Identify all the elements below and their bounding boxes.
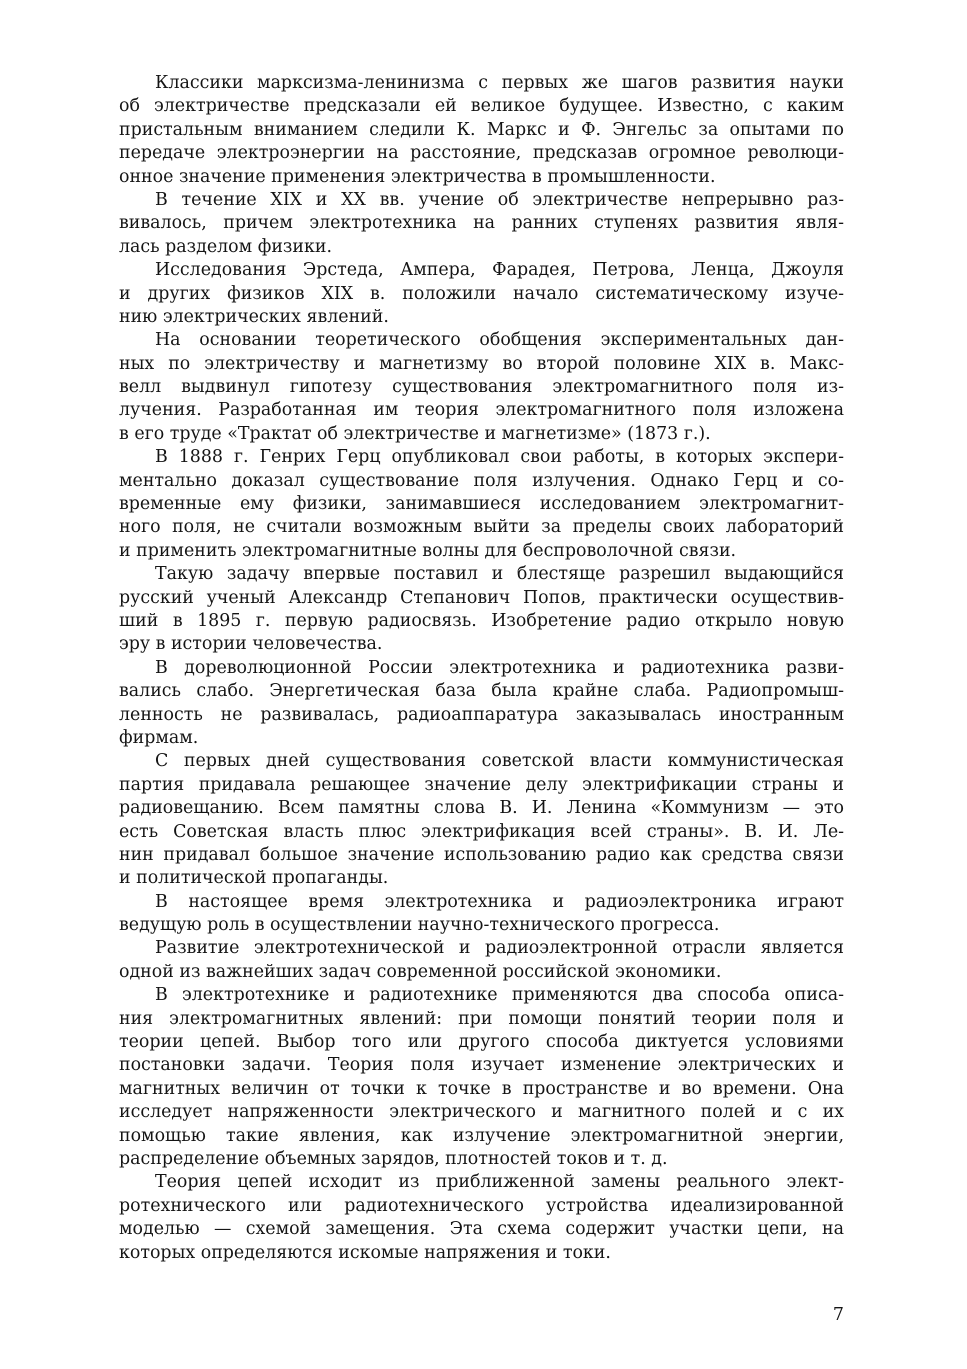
text-line: В дореволюционной России электротехника и радиотехника разви- — [155, 657, 844, 678]
text-line: На основании теоретического обобщения экспериментальных дан- — [155, 330, 844, 351]
text-line: передаче электроэнергии на расстояние, предсказав огромное революци- — [119, 143, 844, 164]
text-line: русский ученый Александр Степанович Попов, практически осуществив- — [119, 587, 844, 608]
text-line: В 1888 г. Генрих Герц опубликовал свои работы, в которых экспери- — [155, 447, 844, 468]
text-line: ведущую роль в осуществлении научно-технического прогресса. — [119, 915, 720, 936]
text-line: ротехнического или радиотехнического устройства идеализированной — [119, 1195, 844, 1216]
text-line: и применить электромагнитные волны для беспроволочной связи. — [119, 540, 737, 561]
text-line: вались слабо. Энергетическая база была крайне слаба. Радиопромыш- — [119, 681, 844, 702]
text-line: ший в 1895 г. первую радиосвязь. Изобретение радио открыло новую — [119, 610, 844, 631]
text-line: есть Советская власть плюс электрификация всей страны». В. И. Ле- — [119, 821, 844, 842]
text-line: лась разделом физики. — [119, 236, 332, 257]
paragraph-19-20-centuries — [119, 189, 844, 259]
text-line: ного поля, не считали возможным выйти за пределы своих лабораторий — [119, 517, 844, 538]
text-line: Исследования Эрстеда, Ампера, Фарадея, Петрова, Ленца, Джоуля — [155, 260, 844, 281]
paragraph-circuit-theory — [119, 1171, 844, 1265]
text-line: В течение XIX и XX вв. учение об электричестве непрерывно раз- — [155, 189, 844, 210]
text-line: онное значение применения электричества в промышленности. — [119, 166, 716, 187]
text-line: Теория цепей исходит из приближенной замены реального элект- — [155, 1172, 844, 1193]
text-line: которых определяются искомые напряжения и токи. — [119, 1242, 611, 1263]
text-line: Классики марксизма-ленинизма с первых же шагов развития науки — [155, 73, 844, 93]
text-line: партия придавала решающее значение делу электрификации страны и — [119, 774, 844, 795]
text-line: в его труде «Трактат об электричестве и магнетизме» (1873 г.). — [119, 423, 711, 444]
text-line: помощью такие явления, как излучение электромагнитной энергии, — [119, 1125, 844, 1146]
text-line: моделью — схемой замещения. Эта схема содержит участки цепи, на — [119, 1219, 844, 1240]
page-number: 7 — [832, 1305, 844, 1325]
paragraph-present-time — [119, 891, 844, 938]
paragraph-popov — [119, 563, 844, 657]
text-line: С первых дней существования советской власти коммунистическая — [155, 751, 844, 772]
text-line: временные ему физики, занимавшиеся исследованием электромагнит- — [119, 494, 844, 515]
text-line: одной из важнейших задач современной российской экономики. — [119, 961, 722, 982]
text-line: В настоящее время электротехника и радиоэлектроника играют — [155, 891, 844, 912]
text-line: постановки задачи. Теория поля изучает изменение электрических и — [119, 1055, 844, 1076]
text-line: фирмам. — [119, 727, 199, 748]
text-line: и других физиков XIX в. положили начало систематическому изуче- — [119, 283, 844, 304]
text-line: теории цепей. Выбор того или другого способа диктуется условиями — [119, 1032, 844, 1053]
text-line: нин придавал большое значение использованию радио как средства связи — [119, 844, 844, 865]
text-line: Развитие электротехнической и радиоэлектронной отрасли является — [155, 938, 844, 959]
text-line: исследует напряженности электрического и магнитного полей и с их — [119, 1102, 844, 1123]
text-line: ментально доказал существование поля излучения. Однако Герц и со- — [119, 470, 844, 491]
text-line: радиовещанию. Всем памятны слова В. И. Ленина «Коммунизм — это — [119, 798, 844, 819]
text-line: вивалось, причем электротехника на ранних ступенях развития явля- — [119, 213, 844, 234]
paragraph-maxwell — [119, 329, 844, 446]
text-line: об электричестве предсказали ей великое будущее. Известно, с каким — [119, 96, 844, 117]
paragraph-soviet — [119, 750, 844, 890]
text-line: распределение объемных зарядов, плотностей токов и т. д. — [119, 1148, 668, 1169]
text-line: В электротехнике и радиотехнике применяются два способа описа- — [155, 985, 844, 1006]
paragraph-hertz — [119, 446, 844, 563]
paragraph-development — [119, 937, 844, 984]
paragraph-marxism — [119, 72, 844, 189]
text-line: Такую задачу впервые поставил и блестяще разрешил выдающийся — [155, 564, 844, 585]
text-line: ния электромагнитных явлений: при помощи понятий теории поля и — [119, 1008, 844, 1029]
text-line: лучения. Разработанная им теория электромагнитного поля изложена — [119, 400, 844, 421]
text-line: пристальным вниманием следили К. Маркс и Ф. Энгельс за опытами по — [119, 119, 844, 140]
text-line: магнитных величин от точки к точке в пространстве и во времени. Она — [119, 1078, 844, 1099]
paragraph-field-theory — [119, 984, 844, 1171]
text-line: эру в истории человечества. — [119, 634, 383, 655]
text-line: велл выдвинул гипотезу существования электромагнитного поля из- — [119, 377, 844, 398]
paragraph-prerevolution — [119, 657, 844, 751]
text-line: ленность не развивалась, радиоаппаратура заказывалась иностранным — [119, 704, 844, 725]
paragraph-physicists — [119, 259, 844, 329]
text-line: и политической пропаганды. — [119, 868, 389, 889]
page-body — [119, 72, 844, 1265]
text-line: нию электрических явлений. — [119, 306, 389, 327]
text-line: ных по электричеству и магнетизму во второй половине XIX в. Макс- — [119, 353, 844, 374]
